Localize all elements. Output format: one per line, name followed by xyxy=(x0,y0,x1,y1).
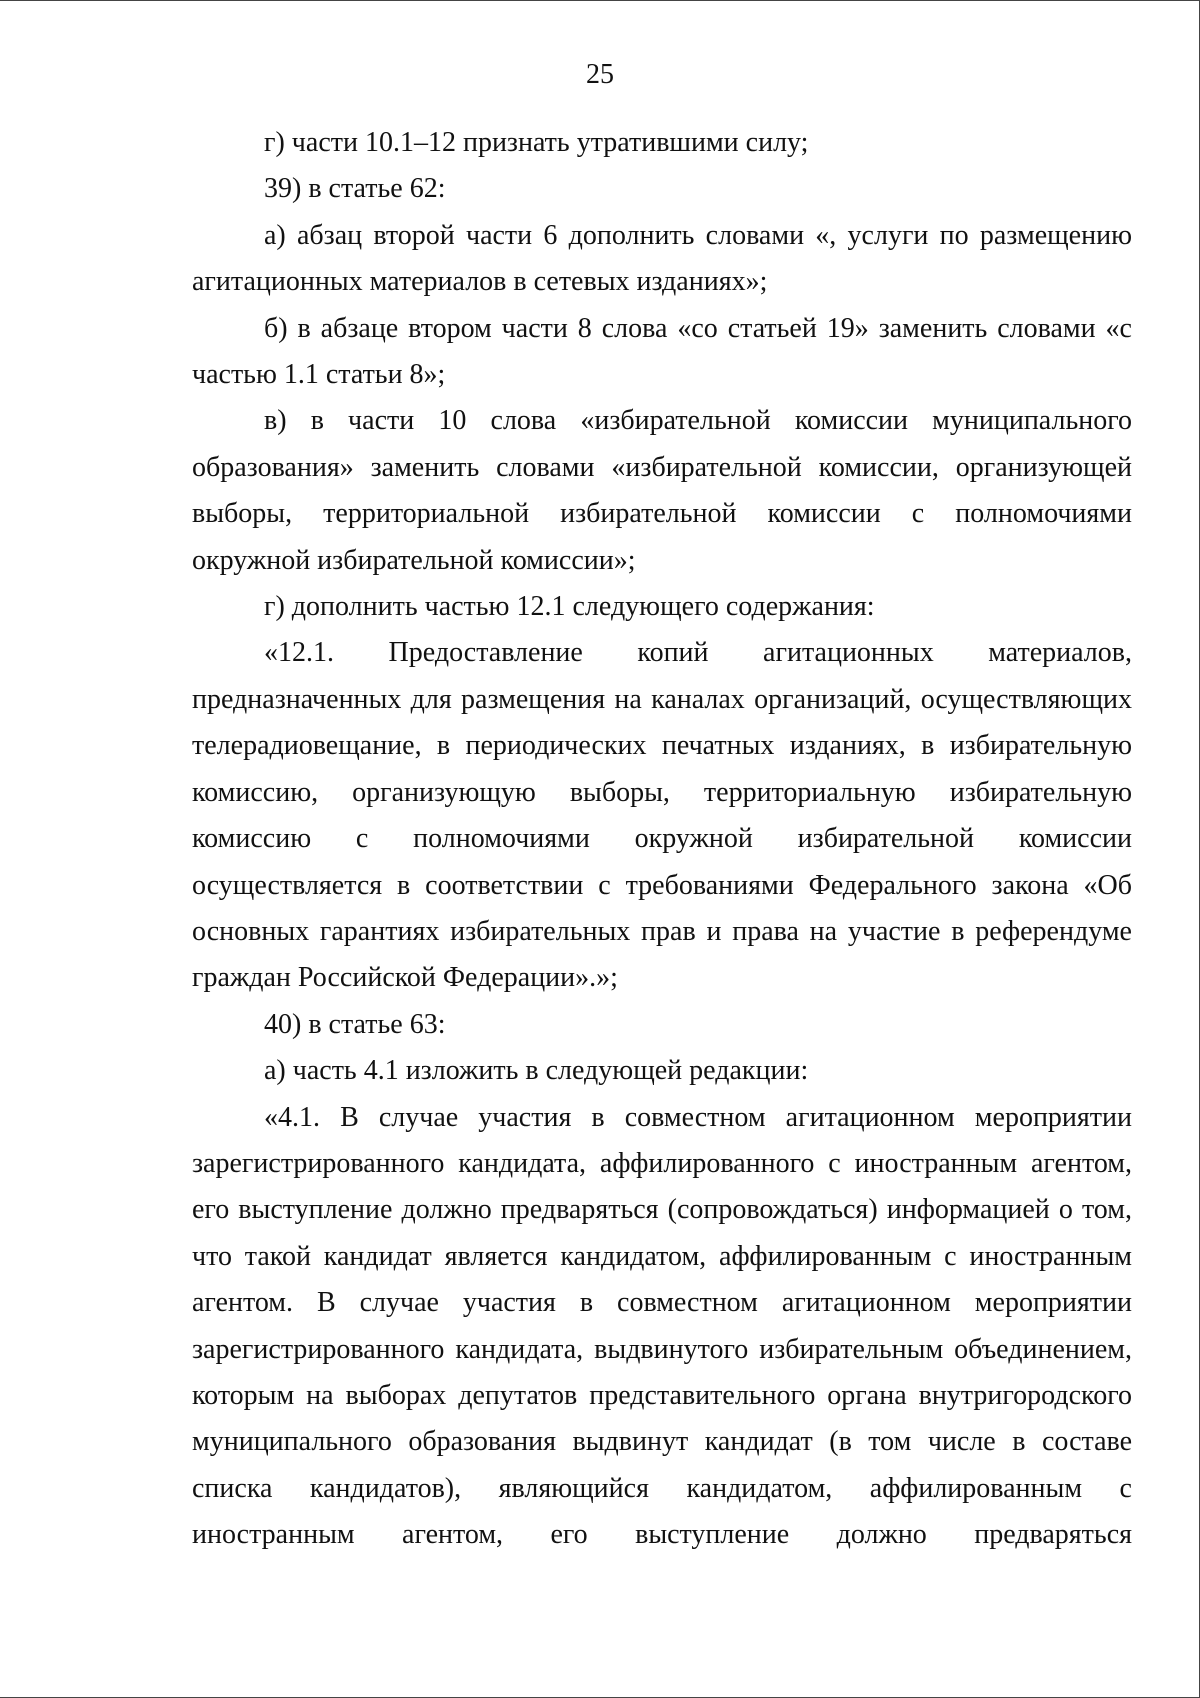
paragraph-item-b-part-8: б) в абзаце втором части 8 слова «со статьей 19» заменить словами «с частью 1.1 статьи 8»; xyxy=(192,312,1132,391)
paragraph-item-a-part-6: а) абзац второй части 6 дополнить словами «, услуги по размещению агитационных материалов в сетевых изданиях»; xyxy=(192,219,1132,298)
paragraph-item-g-repeal: г) части 10.1–12 признать утратившими силу; xyxy=(264,127,809,158)
paragraph-item-a-part-4-1: а) часть 4.1 изложить в следующей редакции: xyxy=(264,1055,809,1087)
paragraph-quote-12-1: «12.1. Предоставление копий агитационных материалов, предназначенных для размещения на каналах организаций, осуществляющих телерадиовещание, в периодических печатных изданиях, в избирательную комиссию, организующую выборы, территориальную избирательную комиссию с полномочиями окружной избирательной комиссии осуществляется в соответствии с требованиями Федерального закона «Об основных гарантиях избирательных прав и права на участие в референдуме граждан Российской Федерации».»; xyxy=(192,637,1132,994)
paragraph-item-g-part-12-1: г) дополнить частью 12.1 следующего содержания: xyxy=(264,591,875,623)
paragraph-item-v-part-10: в) в части 10 слова «избирательной комиссии муниципального образования» заменить словами «избирательной комиссии, организующей выборы, территориальной избирательной комиссии с полномочиями окружной избирательной комиссии»; xyxy=(192,405,1132,576)
paragraph-article-62: 39) в статье 62: xyxy=(264,173,446,205)
paragraph-article-63: 40) в статье 63: xyxy=(264,1008,446,1040)
document-body xyxy=(192,120,1132,1559)
page-number: 25 xyxy=(586,59,614,90)
paragraph-quote-4-1: «4.1. В случае участия в совместном агитационном мероприятии зарегистрированного кандидата, аффилированного с иностранным агентом, его выступление должно предваряться (сопровождаться) информацией о том, что такой кандидат является кандидатом, аффилированным с иностранным агентом. В случае участия в совместном агитационном мероприятии зарегистрированного кандидата, выдвинутого избирательным объединением, которым на выборах депутатов представительного органа внутригородского муниципального образования выдвинут кандидат (в том числе в составе списка кандидатов), являющийся кандидатом, аффилированным с иностранным агентом, его выступление должно предваряться xyxy=(192,1101,1132,1551)
